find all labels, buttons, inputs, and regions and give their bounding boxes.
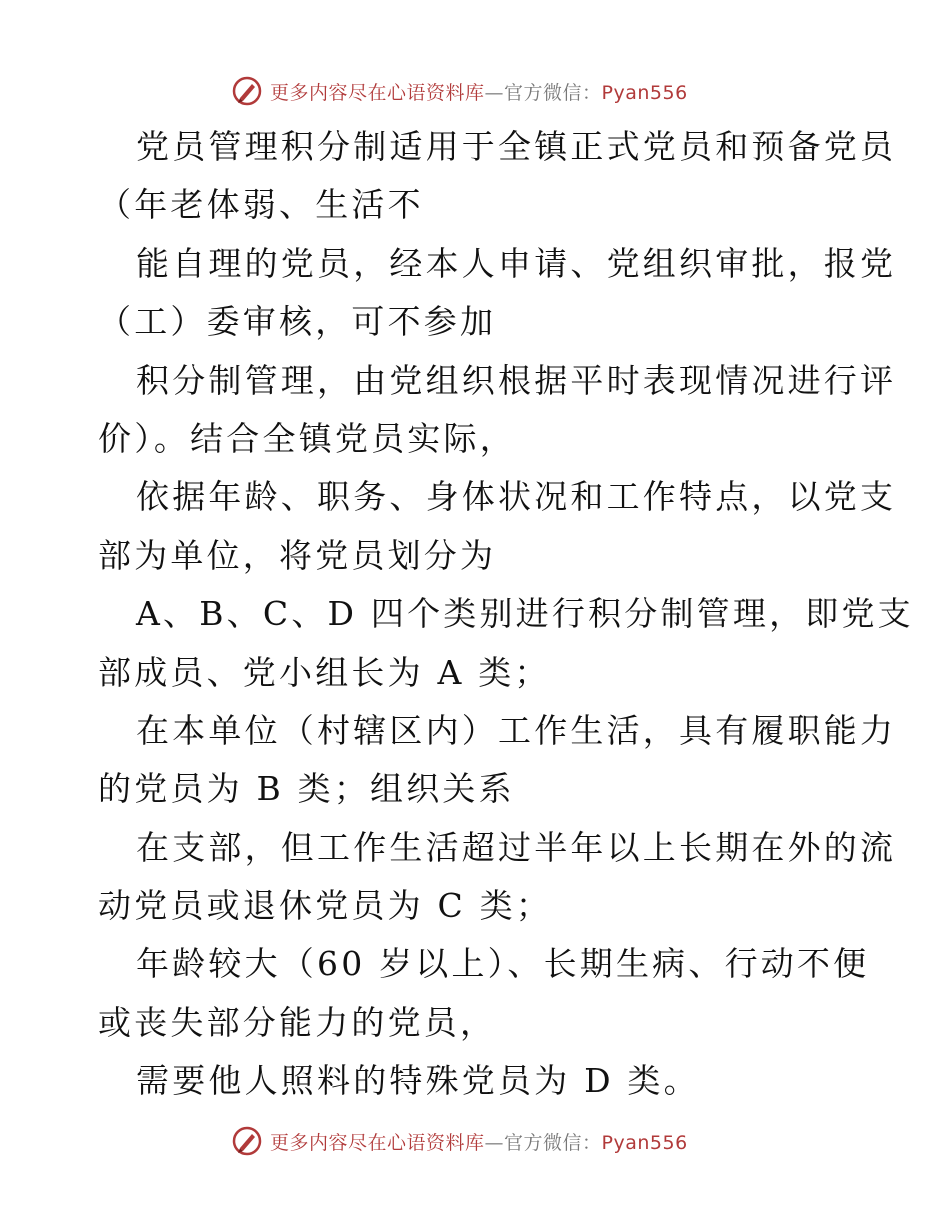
- text-line: 年龄较大（60 岁以上）、长期生病、行动不便: [136, 944, 870, 984]
- text-line: 价）。结合全镇党员实际，: [98, 418, 516, 458]
- watermark-wechat-id: Pyan556: [601, 81, 688, 104]
- text-line: 部为单位，将党员划分为: [98, 535, 497, 575]
- text-line: 在支部，但工作生活超过半年以上长期在外的流: [136, 827, 897, 867]
- watermark-main: 更多内容尽在心语资料库: [270, 1131, 485, 1154]
- text-line: 在本单位（村辖区内）工作生活，具有履职能力: [136, 710, 897, 750]
- text-line: 依据年龄、职务、身体状况和工作特点，以党支: [136, 477, 897, 517]
- text-line: 的党员为 B 类；组织关系: [98, 769, 515, 809]
- text-line: 动党员或退休党员为 C 类；: [98, 886, 553, 926]
- watermark-dash: —: [484, 1131, 505, 1154]
- text-line: （工）委审核，可不参加: [98, 302, 497, 342]
- text-line: A、B、C、D 四个类别进行积分制管理，即党支: [136, 594, 914, 634]
- text-line: 需要他人照料的特殊党员为 D 类。: [136, 1061, 700, 1101]
- text-line: （年老体弱、生活不: [98, 185, 424, 225]
- text-line: 或丧失部分能力的党员，: [98, 1002, 497, 1042]
- body-text: [98, 118, 914, 1111]
- watermark-dash: —: [484, 81, 505, 104]
- watermark-wechat-label: 官方微信：: [504, 81, 602, 104]
- pen-logo-icon: [232, 1126, 262, 1156]
- watermark-text: [270, 78, 688, 105]
- pen-logo-icon: [232, 76, 262, 106]
- watermark-wechat-id: Pyan556: [601, 1131, 688, 1154]
- header-watermark: [232, 74, 712, 108]
- watermark-text: [270, 1128, 688, 1155]
- text-line: 部成员、党小组长为 A 类；: [98, 652, 551, 692]
- footer-watermark: [232, 1124, 712, 1158]
- watermark-wechat-label: 官方微信：: [504, 1131, 602, 1154]
- text-line: 积分制管理，由党组织根据平时表现情况进行评: [136, 360, 897, 400]
- text-line: 能自理的党员，经本人申请、党组织审批，报党: [136, 243, 897, 283]
- watermark-main: 更多内容尽在心语资料库: [270, 81, 485, 104]
- text-line: 党员管理积分制适用于全镇正式党员和预备党员: [136, 127, 897, 166]
